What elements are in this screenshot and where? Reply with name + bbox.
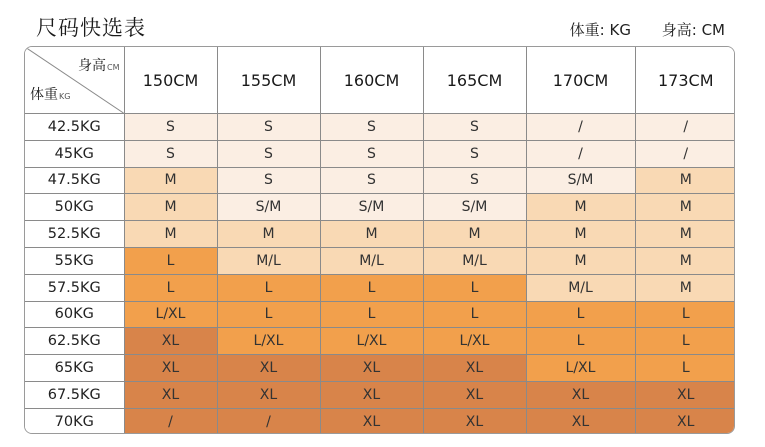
size-cell: XL: [124, 355, 217, 382]
size-cell: L: [217, 274, 320, 301]
size-cell: XL: [423, 408, 526, 434]
column-header: 170CM: [526, 47, 635, 114]
size-cell: L: [635, 301, 735, 328]
size-cell: M: [124, 221, 217, 248]
size-cell: XL: [423, 381, 526, 408]
size-cell: M/L: [217, 247, 320, 274]
size-cell: XL: [526, 381, 635, 408]
column-header: 160CM: [320, 47, 423, 114]
size-cell: L: [526, 328, 635, 355]
size-cell: S: [423, 140, 526, 167]
size-cell: L: [124, 247, 217, 274]
weight-label: 45KG: [25, 140, 124, 167]
size-cell: XL: [320, 381, 423, 408]
corner-header: [25, 47, 124, 114]
table-row: [25, 194, 735, 221]
size-cell: M: [526, 247, 635, 274]
size-cell: L: [423, 274, 526, 301]
size-cell: L: [526, 301, 635, 328]
size-cell: M: [423, 221, 526, 248]
size-cell: XL: [320, 355, 423, 382]
size-cell: S: [423, 114, 526, 141]
size-cell: M: [635, 194, 735, 221]
size-cell: S: [217, 167, 320, 194]
weight-label: 67.5KG: [25, 381, 124, 408]
weight-label: 42.5KG: [25, 114, 124, 141]
size-cell: L: [635, 355, 735, 382]
size-cell: M: [320, 221, 423, 248]
size-cell: L/XL: [526, 355, 635, 382]
size-cell: M: [124, 194, 217, 221]
size-cell: S: [320, 140, 423, 167]
size-cell: L: [124, 274, 217, 301]
size-cell: S/M: [423, 194, 526, 221]
size-cell: S/M: [217, 194, 320, 221]
size-cell: XL: [320, 408, 423, 434]
size-cell: M: [124, 167, 217, 194]
header-row: [25, 47, 735, 114]
column-header: 155CM: [217, 47, 320, 114]
size-cell: /: [635, 114, 735, 141]
size-cell: XL: [217, 355, 320, 382]
unit-legend: [544, 19, 725, 40]
size-cell: XL: [635, 381, 735, 408]
size-cell: M: [217, 221, 320, 248]
table-row: [25, 355, 735, 382]
size-cell: /: [526, 140, 635, 167]
weight-label: 50KG: [25, 194, 124, 221]
page-title: 尺码快选表: [36, 16, 146, 40]
height-axis-label: 身高CM: [78, 58, 120, 74]
size-cell: M/L: [526, 274, 635, 301]
weight-label: 65KG: [25, 355, 124, 382]
size-cell: S/M: [526, 167, 635, 194]
weight-label: 57.5KG: [25, 274, 124, 301]
weight-unit-label: 体重: KG: [569, 21, 631, 39]
table-row: [25, 140, 735, 167]
size-cell: L/XL: [320, 328, 423, 355]
size-cell: L/XL: [423, 328, 526, 355]
column-header: 173CM: [635, 47, 735, 114]
size-cell: L/XL: [217, 328, 320, 355]
size-cell: XL: [217, 381, 320, 408]
height-unit-label: 身高: CM: [661, 21, 725, 39]
size-cell: XL: [124, 328, 217, 355]
size-chart-table: [24, 46, 735, 434]
table-row: [25, 167, 735, 194]
size-cell: L: [217, 301, 320, 328]
size-cell: S: [320, 114, 423, 141]
table-row: [25, 328, 735, 355]
table-row: [25, 247, 735, 274]
weight-label: 55KG: [25, 247, 124, 274]
size-cell: L: [423, 301, 526, 328]
size-cell: /: [217, 408, 320, 434]
size-cell: M: [526, 221, 635, 248]
size-cell: M: [635, 274, 735, 301]
size-cell: /: [635, 140, 735, 167]
size-cell: S: [423, 167, 526, 194]
size-cell: S: [320, 167, 423, 194]
size-cell: XL: [124, 381, 217, 408]
size-cell: S: [124, 114, 217, 141]
weight-label: 47.5KG: [25, 167, 124, 194]
table-row: [25, 381, 735, 408]
size-cell: M: [526, 194, 635, 221]
column-header: 150CM: [124, 47, 217, 114]
size-cell: S/M: [320, 194, 423, 221]
size-cell: L/XL: [124, 301, 217, 328]
table-row: [25, 274, 735, 301]
size-cell: L: [320, 274, 423, 301]
size-cell: /: [124, 408, 217, 434]
weight-label: 60KG: [25, 301, 124, 328]
table-row: [25, 114, 735, 141]
size-cell: S: [124, 140, 217, 167]
size-cell: S: [217, 140, 320, 167]
weight-label: 62.5KG: [25, 328, 124, 355]
table-row: [25, 301, 735, 328]
weight-label: 70KG: [25, 408, 124, 434]
size-cell: M: [635, 221, 735, 248]
size-cell: M: [635, 247, 735, 274]
size-cell: S: [217, 114, 320, 141]
size-cell: XL: [635, 408, 735, 434]
weight-label: 52.5KG: [25, 221, 124, 248]
size-cell: M: [635, 167, 735, 194]
size-cell: L: [635, 328, 735, 355]
size-cell: M/L: [320, 247, 423, 274]
size-cell: XL: [423, 355, 526, 382]
size-cell: /: [526, 114, 635, 141]
table-row: [25, 221, 735, 248]
size-cell: M/L: [423, 247, 526, 274]
size-cell: XL: [526, 408, 635, 434]
table-row: [25, 408, 735, 434]
size-cell: L: [320, 301, 423, 328]
column-header: 165CM: [423, 47, 526, 114]
weight-axis-label: 体重KG: [30, 87, 71, 103]
